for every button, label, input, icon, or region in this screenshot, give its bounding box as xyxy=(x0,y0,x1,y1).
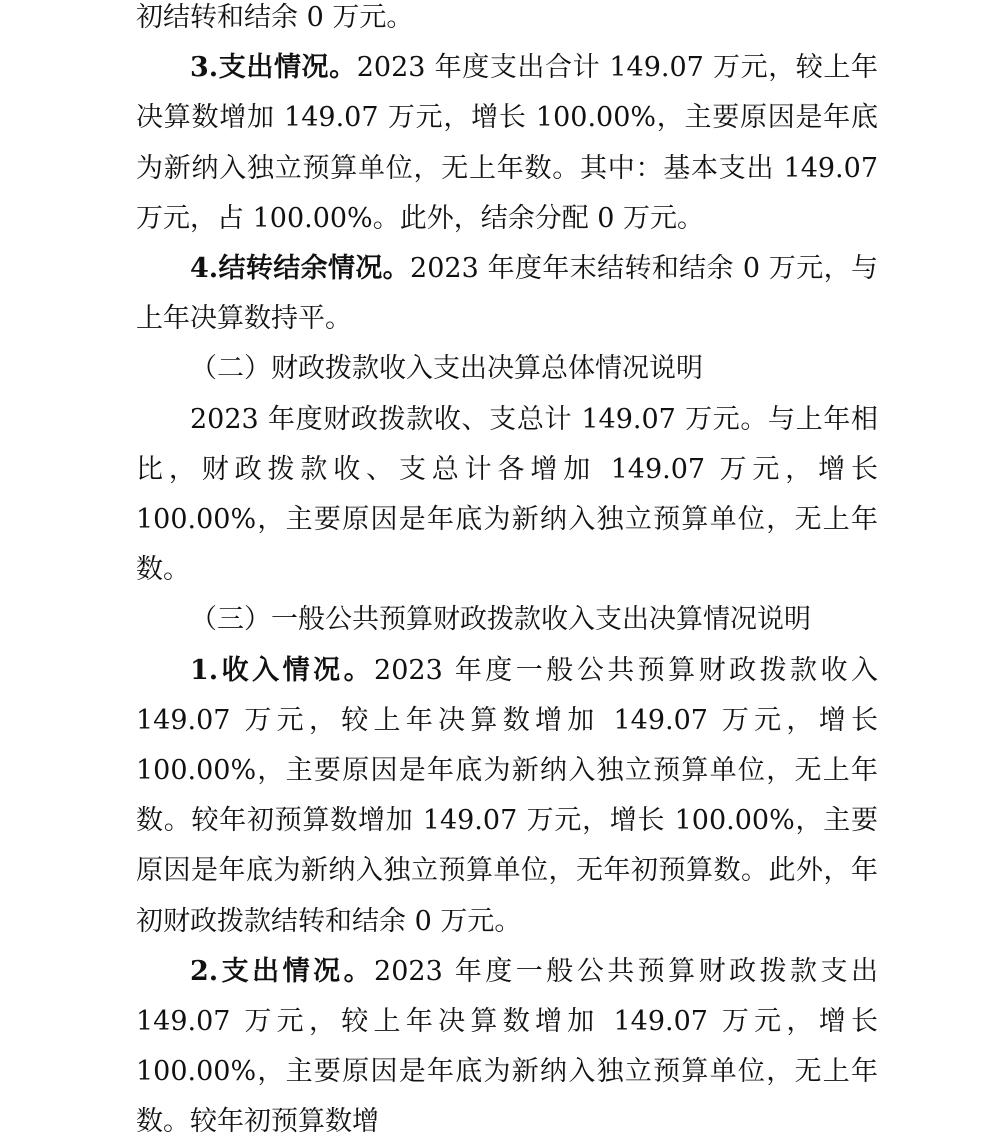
paragraph-text: 2023 年度一般公共预算财政拨款支出 149.07 万元，较上年决算数增加 149.07 万元，增长 100.00%，主要原因是年底为新纳入独立预算单位，无上年数。较年初预算数增 xyxy=(136,955,879,1138)
paragraph-lead: 4.结转结余情况。 xyxy=(190,253,411,285)
paragraph-carryover xyxy=(136,0,878,43)
heading-text: （三）一般公共预算财政拨款收入支出决算情况说明 xyxy=(190,604,811,636)
paragraph-expenditure xyxy=(136,43,878,244)
section-heading-general-public-budget xyxy=(136,595,878,645)
paragraph-lead: 2.支出情况。 xyxy=(190,955,375,987)
paragraph-text: 初结转和结余 0 万元。 xyxy=(136,2,414,33)
paragraph-general-expenditure xyxy=(136,947,878,1148)
paragraph-text: 2023 年度一般公共预算财政拨款收入 149.07 万元，较上年决算数增加 149.07 万元，增长 100.00%，主要原因是年底为新纳入独立预算单位，无上年数。较年初预算数增加 149.07 万元，增长 100.00%，主要原因是年底为新纳入独立预算单位，无年初预算数。此外，年初财政拨款结转和结余 0 万元。 xyxy=(136,654,879,937)
paragraph-lead: 3.支出情况。 xyxy=(190,52,357,84)
paragraph-lead: 1.收入情况。 xyxy=(190,654,375,686)
heading-text: （二）财政拨款收入支出决算总体情况说明 xyxy=(190,353,703,385)
paragraph-income xyxy=(136,646,878,947)
paragraph-text: 2023 年度支出合计 149.07 万元，较上年决算数增加 149.07 万元，增长 100.00%，主要原因是年底为新纳入独立预算单位，无上年数。其中：基本支出 149.07 万元，占 100.00%。此外，结余分配 0 万元。 xyxy=(136,52,878,234)
paragraph-text: 2023 年度年末结转和结余 0 万元，与上年决算数持平。 xyxy=(136,253,878,335)
section-heading-fiscal-overall xyxy=(136,344,878,394)
document-body xyxy=(136,0,878,1148)
paragraph-fiscal-overall xyxy=(136,395,878,596)
paragraph-text: 2023 年度财政拨款收、支总计 149.07 万元。与上年相比，财政拨款收、支总计各增加 149.07 万元，增长 100.00%，主要原因是年底为新纳入独立预算单位，无上年数。 xyxy=(136,403,878,586)
paragraph-carryover-balance xyxy=(136,244,878,344)
